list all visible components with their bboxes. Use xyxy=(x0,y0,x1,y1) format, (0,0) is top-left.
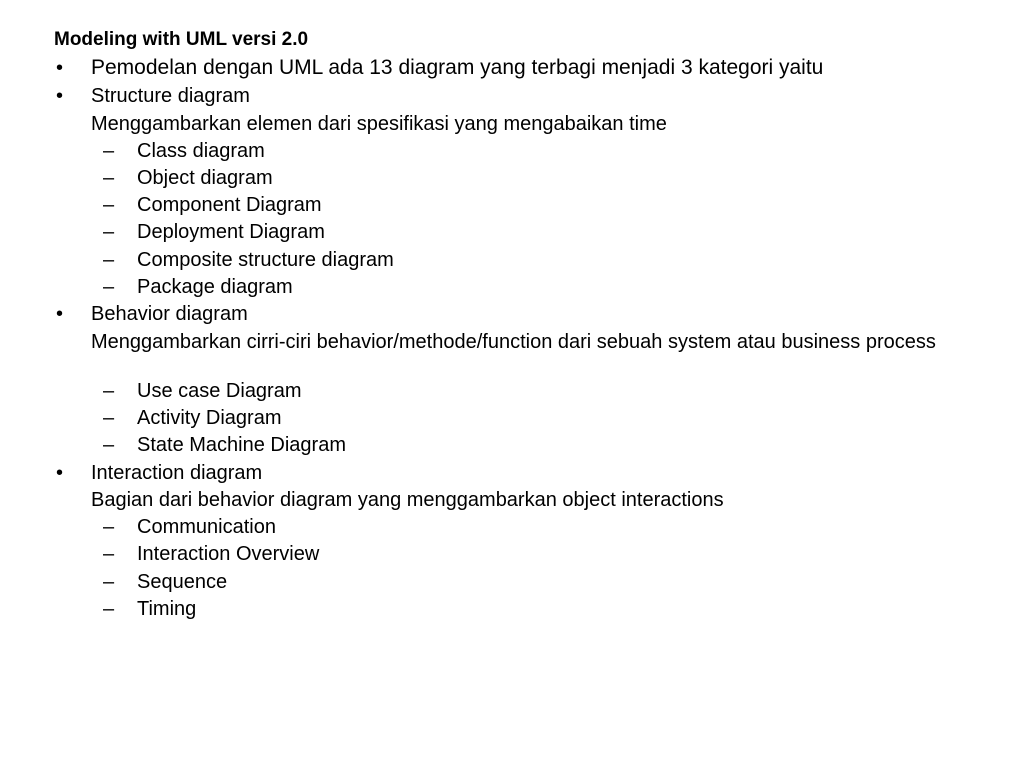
dash-marker: – xyxy=(103,167,115,189)
structure-description: Menggambarkan elemen dari spesifikasi yang mengabaikan time xyxy=(91,113,667,135)
bullet-marker: • xyxy=(56,57,64,79)
dash-marker: – xyxy=(103,249,115,271)
behavior-item: State Machine Diagram xyxy=(137,434,346,456)
dash-marker: – xyxy=(103,434,115,456)
dash-marker: – xyxy=(103,407,115,429)
interaction-heading: Interaction diagram xyxy=(91,462,263,484)
dash-marker: – xyxy=(103,140,115,162)
structure-item: Deployment Diagram xyxy=(137,221,325,243)
dash-marker: – xyxy=(103,380,115,402)
dash-marker: – xyxy=(103,221,115,243)
structure-item: Composite structure diagram xyxy=(137,249,394,271)
behavior-item: Use case Diagram xyxy=(137,380,302,402)
dash-marker: – xyxy=(103,516,115,538)
interaction-item: Timing xyxy=(137,598,197,620)
bullet-marker: • xyxy=(56,462,64,484)
behavior-description: Menggambarkan cirri-ciri behavior/methode/function dari sebuah system atau business process xyxy=(91,331,936,353)
interaction-description: Bagian dari behavior diagram yang menggambarkan object interactions xyxy=(91,489,724,511)
bullet-marker: • xyxy=(56,85,64,107)
slide-title: Modeling with UML versi 2.0 xyxy=(54,29,309,50)
behavior-item: Activity Diagram xyxy=(137,407,282,429)
structure-item: Component Diagram xyxy=(137,194,322,216)
dash-marker: – xyxy=(103,543,115,565)
dash-marker: – xyxy=(103,598,115,620)
bullet-marker: • xyxy=(56,303,64,325)
structure-item: Object diagram xyxy=(137,167,273,189)
structure-item: Package diagram xyxy=(137,276,293,298)
intro-text: Pemodelan dengan UML ada 13 diagram yang terbagi menjadi 3 kategori yaitu xyxy=(91,56,824,79)
interaction-item: Sequence xyxy=(137,571,228,593)
structure-item: Class diagram xyxy=(137,140,265,162)
dash-marker: – xyxy=(103,276,115,298)
behavior-heading: Behavior diagram xyxy=(91,303,248,325)
interaction-item: Interaction Overview xyxy=(137,543,320,565)
dash-marker: – xyxy=(103,571,115,593)
structure-heading: Structure diagram xyxy=(91,85,250,107)
interaction-item: Communication xyxy=(137,516,276,538)
dash-marker: – xyxy=(103,194,115,216)
